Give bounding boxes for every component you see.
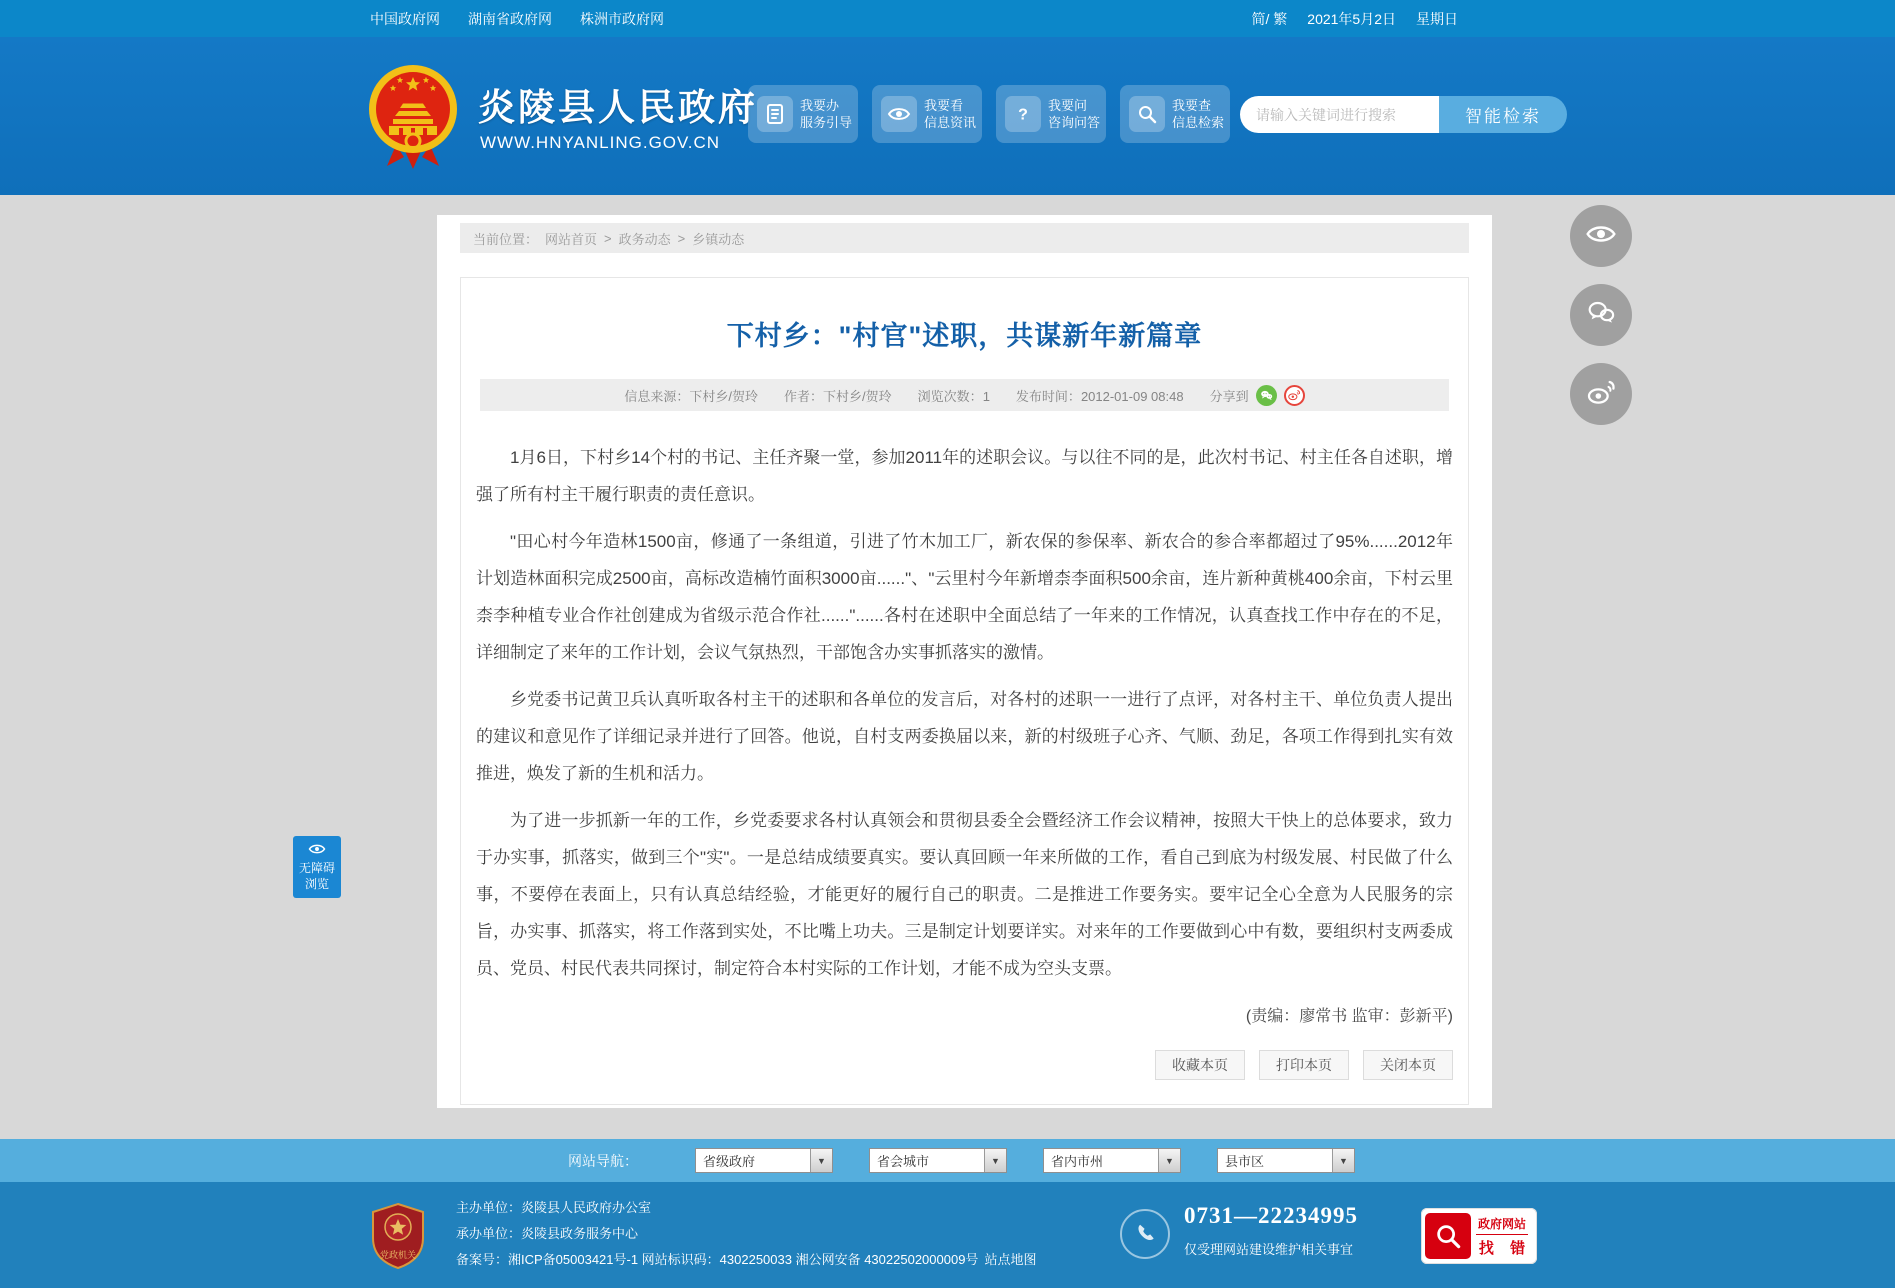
wechat-icon[interactable] [1256,385,1277,406]
error-badge-line2: 找 错 [1478,1239,1532,1257]
quick-button-title: 我要问 [1048,98,1088,113]
quick-button-banshi[interactable] [748,85,858,143]
footer-phone-note: 仅受理网站建设维护相关事宜 [1184,1242,1354,1257]
search-input[interactable] [1240,96,1439,133]
paragraph: 乡党委书记黄卫兵认真听取各村主干的述职和各单位的发言后，对各村的述职一一进行了点评，对各村主干、单位负责人提出的建议和意见作了详细记录并进行了回答。他说，自村支两委换届以来，新的村级班子心齐、气顺、劲足，各项工作得到扎实有效推进，焕发了新的生机和活力。 [476,690,1453,783]
chevron-down-icon: ▼ [984,1149,1006,1172]
quick-button-subtitle: 服务引导 [800,115,853,130]
national-emblem-logo[interactable] [366,63,460,171]
error-badge-line1: 政府网站 [1476,1215,1528,1235]
eye-icon [308,842,326,860]
chevron-down-icon: ▼ [1158,1149,1180,1172]
link-china-gov[interactable]: 中国政府网 [370,10,440,27]
select-value: 省级政府 [703,1154,756,1169]
top-bar [0,0,1895,37]
link-zhuzhou-gov[interactable]: 株洲市政府网 [580,10,664,27]
link-hunan-gov[interactable]: 湖南省政府网 [468,10,552,27]
eye-icon [881,96,917,132]
footer-icp: 备案号：湘ICP备05003421号-1 网站标识码：4302250033 湘公网安备 43022502000009号 [456,1252,979,1267]
lang-toggle[interactable]: 简/ 繁 [1251,10,1288,27]
accessibility-browse-button[interactable] [293,836,341,898]
float-wechat-button[interactable] [1570,284,1632,346]
select-capital-cities[interactable] [869,1148,1007,1173]
select-value: 省内市州 [1051,1154,1104,1169]
wechat-icon [1585,297,1617,334]
quick-button-subtitle: 咨询问答 [1048,115,1101,130]
site-title[interactable]: 炎陵县人民政府 [478,87,758,128]
footer-info [456,1195,1036,1273]
weibo-icon [1585,376,1617,413]
quick-button-subtitle: 信息资讯 [924,115,977,130]
float-weibo-button[interactable] [1570,363,1632,425]
magnifier-icon [1425,1213,1471,1259]
meta-author-label: 作者： [784,388,824,404]
breadcrumb [460,223,1469,253]
accessibility-label-line1: 无障碍 [298,861,335,875]
paragraph: 为了进一步抓新一年的工作，乡党委要求各村认真领会和贯彻县委全会暨经济工作会议精神，按照大干快上的总体要求，致力于办实事，抓落实，做到三个"实"。一是总结成绩要真实。要认真回顾一年来所做的工作，看自己到底为村级发展、村民做了什么事，不要停在表面上，只有认真总结经验，才能更好的履行自己的职责。二是推进工作要务实。要牢记全心全意为人民服务的宗旨，办实事、抓落实，将工作落到实处，不比嘴上功夫。三是制定计划要详实。对来年的工作要做到心中有数，要组织村支两委成员、党员、村民代表共同探讨，制定符合本村实际的工作计划，才能不成为空头支票。 [476,811,1453,978]
select-provincial-gov[interactable] [695,1148,833,1173]
article-meta-bar [480,379,1449,411]
quick-button-title: 我要办 [800,98,840,113]
breadcrumb-home[interactable]: 网站首页 [545,231,598,247]
search-icon [1129,96,1165,132]
weibo-icon[interactable] [1284,385,1305,406]
breadcrumb-zhengwu[interactable]: 政务动态 [618,231,671,247]
float-view-button[interactable] [1570,205,1632,267]
chevron-down-icon: ▼ [810,1149,832,1172]
site-header [0,37,1895,195]
site-footer [0,1182,1895,1288]
select-value: 县市区 [1225,1154,1265,1169]
select-counties[interactable] [1217,1148,1355,1173]
article-actions [476,1050,1453,1080]
article-box [460,277,1469,1105]
select-value: 省会城市 [877,1154,930,1169]
gov-links [370,0,664,37]
meta-views-value: 1 [982,388,990,404]
sitemap-link[interactable]: 站点地图 [984,1252,1037,1267]
eye-icon [1585,218,1617,255]
select-province-cities[interactable] [1043,1148,1181,1173]
site-nav-strip [0,1139,1895,1182]
document-icon [757,96,793,132]
footer-phone-number: 0731—22234995 [1184,1203,1358,1228]
article-byline: (责编：廖常书 监审：彭新平) [1245,1008,1453,1025]
current-date: 2021年5月2日 [1307,10,1396,27]
content-container [437,215,1492,1108]
meta-author-value: 下村乡/贺玲 [823,388,892,404]
paragraph: 1月6日，下村乡14个村的书记、主任齐聚一堂，参加2011年的述职会议。与以往不同的是，此次村书记、村主任各自述职，增强了所有村主干履行职责的责任意识。 [476,448,1453,504]
badge-label: 党政机关 [379,1250,417,1260]
accessibility-label-line2: 浏览 [304,877,329,891]
quick-button-title: 我要查 [1172,98,1212,113]
quick-button-title: 我要看 [924,98,964,113]
quick-button-kan[interactable] [872,85,982,143]
party-gov-badge[interactable] [369,1202,427,1270]
bookmark-page-button[interactable]: 收藏本页 [1155,1050,1245,1080]
chevron-down-icon: ▼ [1332,1149,1354,1172]
svg-text:?: ? [1018,106,1028,124]
search-bar [1240,96,1567,133]
breadcrumb-separator: > [604,230,612,246]
current-weekday: 星期日 [1416,10,1458,27]
meta-views-label: 浏览次数： [917,388,983,404]
breadcrumb-xiangzhen[interactable]: 乡镇动态 [692,231,745,247]
breadcrumb-separator: > [677,230,686,246]
print-page-button[interactable]: 打印本页 [1259,1050,1349,1080]
nav-strip-label: 网站导航： [568,1152,638,1169]
meta-source-label: 信息来源： [624,388,690,404]
meta-time-value: 2012-01-09 08:48 [1080,388,1184,404]
footer-organizer: 主办单位：炎陵县人民政府办公室 [456,1200,652,1215]
meta-time-label: 发布时间： [1015,388,1081,404]
phone-icon [1120,1209,1170,1259]
share-label: 分享到 [1209,388,1249,404]
topbar-right [1252,0,1459,37]
quick-button-cha[interactable] [1120,85,1230,143]
article-body [476,439,1453,987]
question-icon [1005,96,1041,132]
meta-source-value: 下村乡/贺玲 [689,388,759,404]
smart-search-button[interactable]: 智能检索 [1439,96,1567,133]
quick-button-wen[interactable] [996,85,1106,143]
quick-button-subtitle: 信息检索 [1172,115,1225,130]
site-url: WWW.HNYANLING.GOV.CN [480,133,721,152]
footer-undertaker: 承办单位：炎陵县政务服务中心 [456,1226,639,1241]
gov-site-error-report-badge[interactable] [1421,1208,1537,1264]
breadcrumb-label: 当前位置： [473,231,539,247]
paragraph: "田心村今年造林1500亩，修通了一条组道，引进了竹木加工厂，新农保的参保率、新农合的参合率都超过了95%......2012年计划造林面积完成2500亩，高标改造楠竹面积3000亩......"、"云里村今年新增柰李面积500余亩，连片新种黄桃400余亩，下村云里柰李种植专业合作社创建成为省级示范合作社......"......各村在述职中全面总结了一年来的工作情况，认真查找工作中存在的不足，详细制定了来年的工作计划，会议气氛热烈，干部饱含办实事抓落实的激情。 [476,532,1453,662]
article-title: 下村乡："村官"述职，共谋新年新篇章 [726,321,1203,351]
close-page-button[interactable]: 关闭本页 [1363,1050,1453,1080]
